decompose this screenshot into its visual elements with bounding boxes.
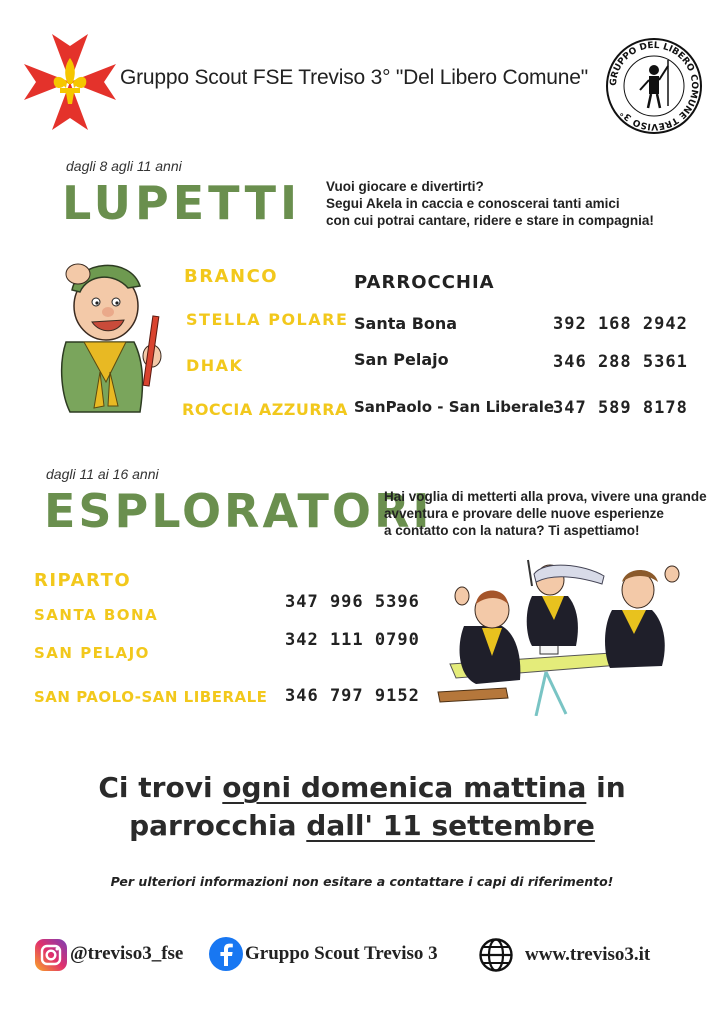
esploratori-intro-line: avventura e provare delle nuove esperienze xyxy=(384,506,664,521)
schedule-highlight: ogni domenica mattina xyxy=(222,771,587,804)
phone-number[interactable]: 347 996 5396 xyxy=(285,592,420,612)
phone-number[interactable]: 346 797 9152 xyxy=(285,686,420,706)
phone-number[interactable]: 347 589 8178 xyxy=(553,398,688,418)
riparto-name: SAN PAOLO-SAN LIBERALE xyxy=(34,688,268,706)
website-link[interactable]: www.treviso3.it xyxy=(525,944,651,965)
parrocchia-header: PARROCCHIA xyxy=(354,272,495,293)
parrocchia-name: Santa Bona xyxy=(354,314,458,333)
lupetti-intro-line: Segui Akela in caccia e conoscerai tanti amici xyxy=(326,196,620,211)
group-seal-logo xyxy=(604,36,704,136)
schedule-highlight: dall' 11 settembre xyxy=(306,809,595,842)
esploratori-intro xyxy=(384,488,707,539)
facebook-icon[interactable] xyxy=(208,936,244,972)
lupetti-title: LUPETTI xyxy=(62,176,302,230)
phone-number[interactable]: 346 288 5361 xyxy=(553,352,688,372)
schedule-line-1 xyxy=(0,768,724,808)
schedule-text: parrocchia xyxy=(129,809,307,842)
phone-number[interactable]: 392 168 2942 xyxy=(553,314,688,334)
lupetti-age: dagli 8 agli 11 anni xyxy=(66,158,182,174)
branco-name: STELLA POLARE xyxy=(186,310,349,329)
schedule-line-2 xyxy=(0,806,724,846)
schedule-text: Ci trovi xyxy=(98,771,223,804)
instagram-handle[interactable]: @treviso3_fse xyxy=(70,943,184,964)
esploratori-age: dagli 11 ai 16 anni xyxy=(46,466,159,482)
globe-icon[interactable] xyxy=(478,937,514,973)
branco-header: BRANCO xyxy=(184,266,279,287)
riparto-name: SAN PELAJO xyxy=(34,644,150,662)
branco-name: DHAK xyxy=(186,356,244,375)
schedule-text: in xyxy=(586,771,626,804)
esploratori-intro-line: a contatto con la natura? Ti aspettiamo! xyxy=(384,523,640,538)
esploratori-title: ESPLORATORI xyxy=(44,484,433,538)
header-title: Gruppo Scout FSE Treviso 3° "Del Libero Comune" xyxy=(120,66,588,89)
parrocchia-name: SanPaolo - San Liberale xyxy=(354,398,555,416)
scouts-illustration xyxy=(436,556,688,716)
riparto-header: RIPARTO xyxy=(34,570,132,591)
parrocchia-name: San Pelajo xyxy=(354,350,449,369)
fse-cross-logo xyxy=(22,32,118,132)
instagram-icon[interactable] xyxy=(34,938,68,972)
facebook-page[interactable]: Gruppo Scout Treviso 3 xyxy=(245,943,438,964)
phone-number[interactable]: 342 111 0790 xyxy=(285,630,420,650)
branco-name: ROCCIA AZZURRA xyxy=(182,400,348,419)
esploratori-intro-line: Hai voglia di metterti alla prova, vivere una grande xyxy=(384,489,707,504)
lupetti-intro-line: Vuoi giocare e divertirti? xyxy=(326,179,484,194)
riparto-name: SANTA BONA xyxy=(34,606,159,624)
cub-scout-illustration xyxy=(48,246,170,416)
seal-text: GRUPPO DEL LIBERO COMUNE TREVISO 3° xyxy=(608,40,700,132)
info-line: Per ulteriori informazioni non esitare a contattare i capi di riferimento! xyxy=(110,874,614,889)
lupetti-intro xyxy=(326,178,654,229)
lupetti-intro-line: con cui potrai cantare, ridere e stare in compagnia! xyxy=(326,213,654,228)
